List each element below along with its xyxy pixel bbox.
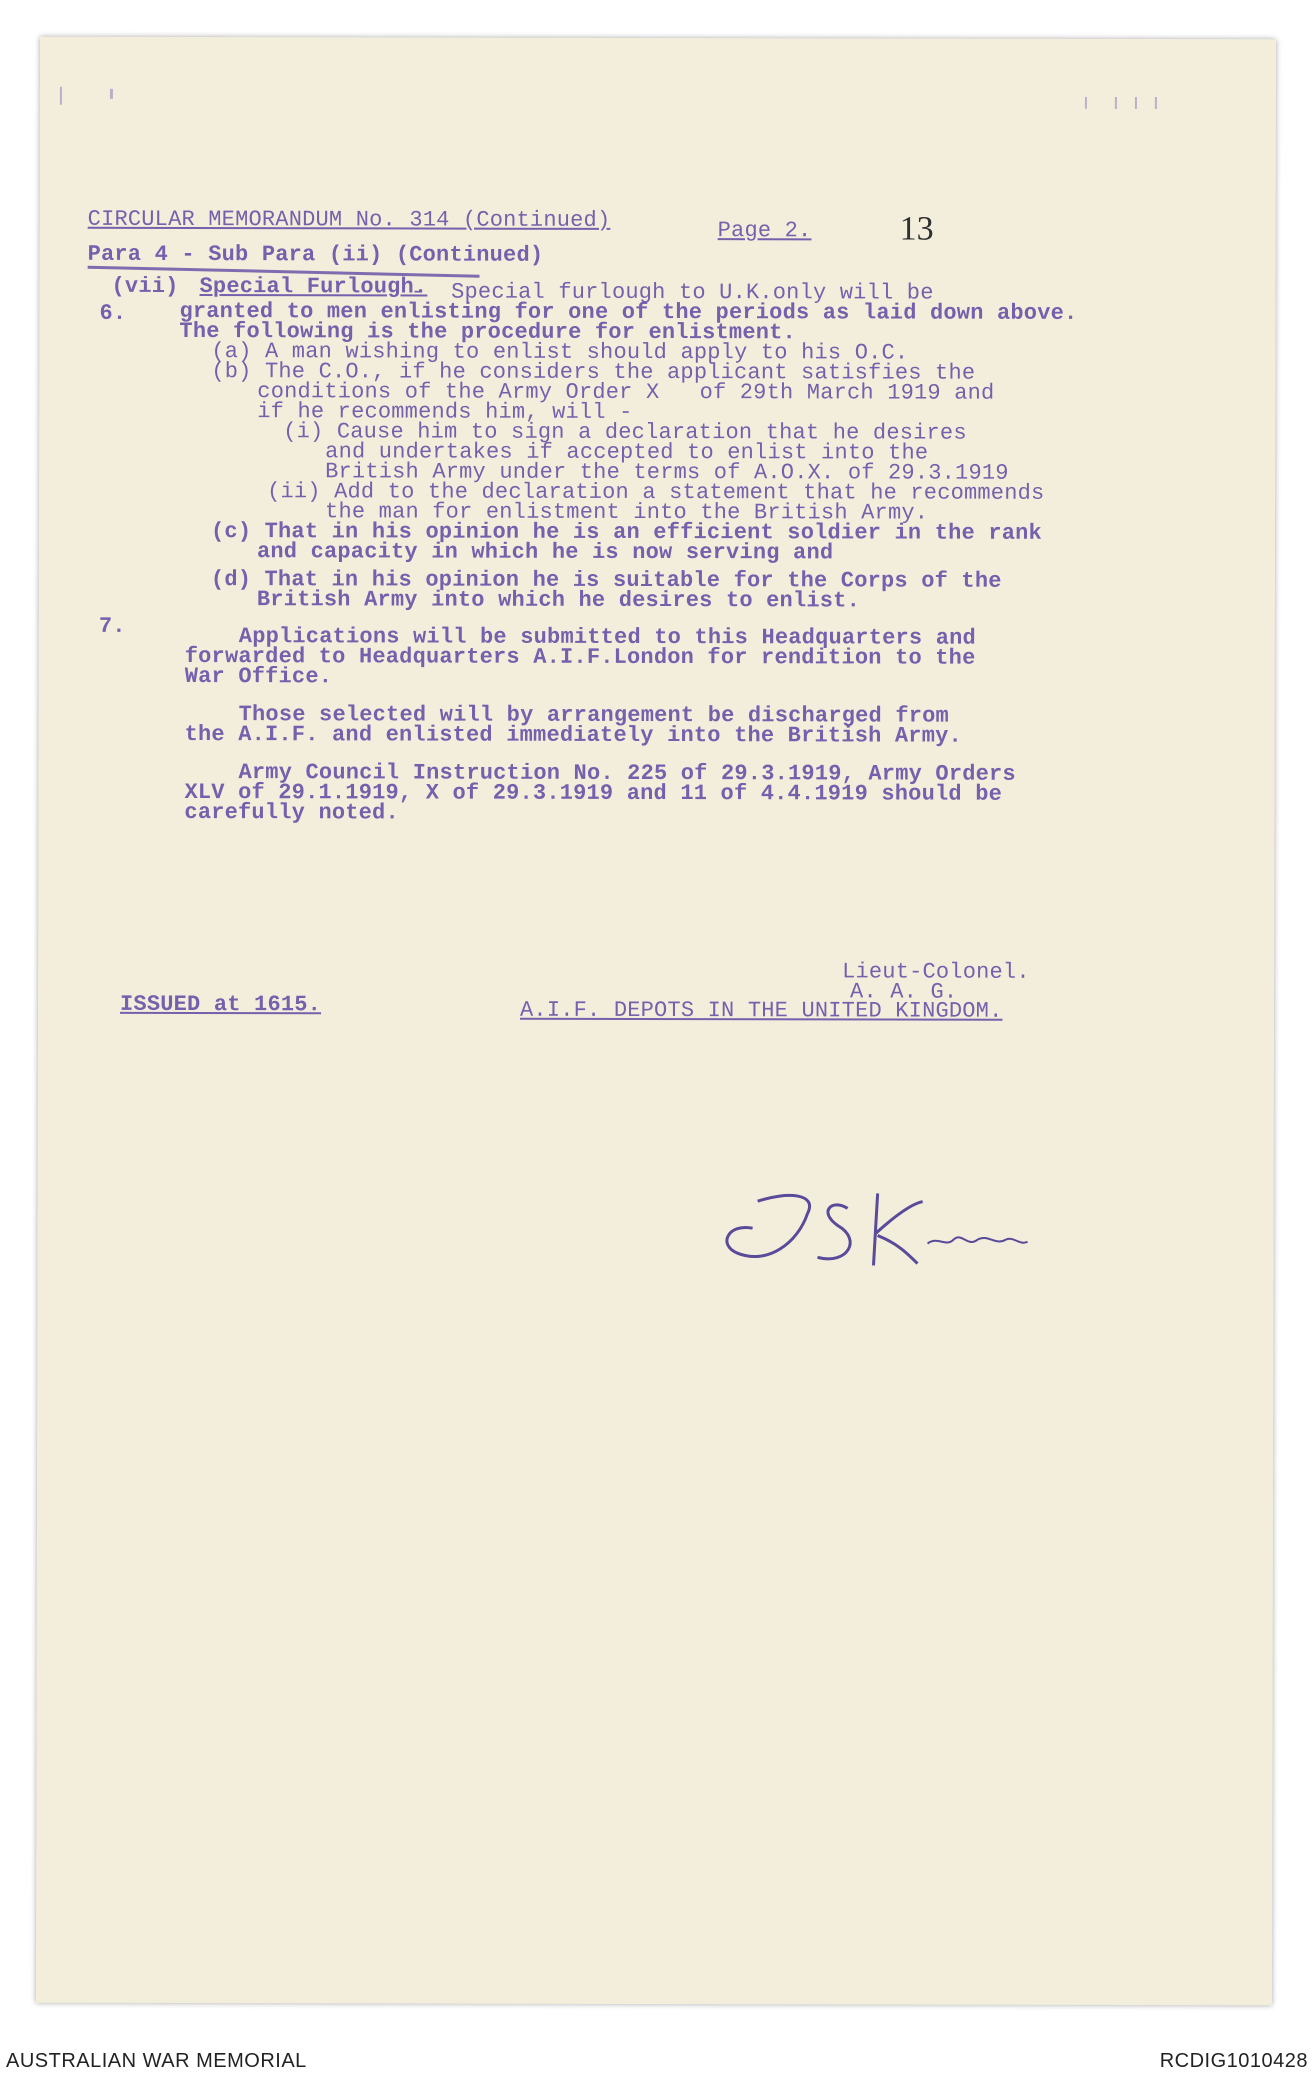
item-c-line2: and capacity in which he is now serving and <box>256 539 834 566</box>
document-page <box>36 37 1276 2006</box>
paper-mark <box>1135 97 1137 109</box>
para-9-line2: XLV of 29.1.1919, X of 29.3.1919 and 11 of 4.4.1919 should be <box>184 780 1003 807</box>
para-vii-text: - Special furlough to U.K.only will be <box>397 279 934 306</box>
folio-number: 13 <box>899 210 934 248</box>
paper-mark <box>1115 97 1117 109</box>
item-b-line1: (b) The C.O., if he considers the applicant satisfies the <box>211 359 976 386</box>
item-ii-line2: the man for enlistment into the British Army. <box>325 499 929 526</box>
para-vii-heading: Special Furlough. <box>199 274 428 300</box>
issued-time: ISSUED at 1615. <box>120 991 322 1018</box>
para-vii-label: (vii) <box>111 273 179 299</box>
item-a: (a) A man wishing to enlist should apply to his O.C. <box>211 339 909 366</box>
item-d-line2: British Army into which he desires to enlist. <box>256 587 861 614</box>
paper-mark <box>60 87 62 105</box>
para-9-line3: carefully noted. <box>184 800 399 826</box>
para-7-number: 7. <box>98 613 126 639</box>
memo-subtitle: Para 4 - Sub Para (ii) (Continued) <box>87 241 544 268</box>
item-b-line2: conditions of the Army Order X of 29th March 1919 and <box>257 379 995 406</box>
item-i-line3: British Army under the terms of A.O.X. of 29.3.1919 <box>325 459 1009 486</box>
para-8-line1: Those selected will by arrangement be discharged from <box>238 702 949 729</box>
para-6-text: The following is the procedure for enlistment. <box>179 319 796 346</box>
memo-title: CIRCULAR MEMORANDUM No. 314 (Continued) <box>87 206 611 233</box>
item-b-line3: if he recommends him, will - <box>257 399 633 425</box>
handwritten-signature <box>697 1173 1037 1284</box>
paper-mark <box>110 89 113 99</box>
paper-mark <box>1085 97 1087 109</box>
para-7-line2: forwarded to Headquarters A.I.F.London for rendition to the <box>184 644 976 671</box>
signatory-title: A. A. G. <box>850 979 958 1005</box>
footer-institution: AUSTRALIAN WAR MEMORIAL <box>6 2050 307 2072</box>
page-label: Page 2. <box>717 218 812 244</box>
item-i-line2: and undertakes if accepted to enlist into the <box>325 439 929 466</box>
para-6-number: 6. <box>99 300 127 326</box>
footer-catalogue-id: RCDIG1010428 <box>1159 2050 1308 2072</box>
para-9-line1: Army Council Instruction No. 225 of 29.3.1919, Army Orders <box>238 760 1016 787</box>
item-d-line1: (d) That in his opinion he is suitable for the Corps of the <box>210 567 1002 594</box>
para-7-line3: War Office. <box>184 664 333 690</box>
issuing-unit: A.I.F. DEPOTS IN THE UNITED KINGDOM. <box>519 997 1003 1024</box>
para-7-line1: Applications will be submitted to this Headquarters and <box>238 624 976 651</box>
para-8-line2: the A.I.F. and enlisted immediately into the British Army. <box>184 722 962 749</box>
signatory-rank: Lieut-Colonel. <box>842 959 1030 985</box>
item-c-line1: (c) That in his opinion he is an efficient soldier in the rank <box>210 519 1042 546</box>
para-vii-line2: granted to men enlisting for one of the periods as laid down above. <box>179 299 1078 326</box>
paper-mark <box>1155 97 1157 109</box>
item-ii-line1: (ii) Add to the declaration a statement that he recommends <box>267 479 1045 506</box>
item-i-line1: (i) Cause him to sign a declaration that he desires <box>283 419 967 446</box>
